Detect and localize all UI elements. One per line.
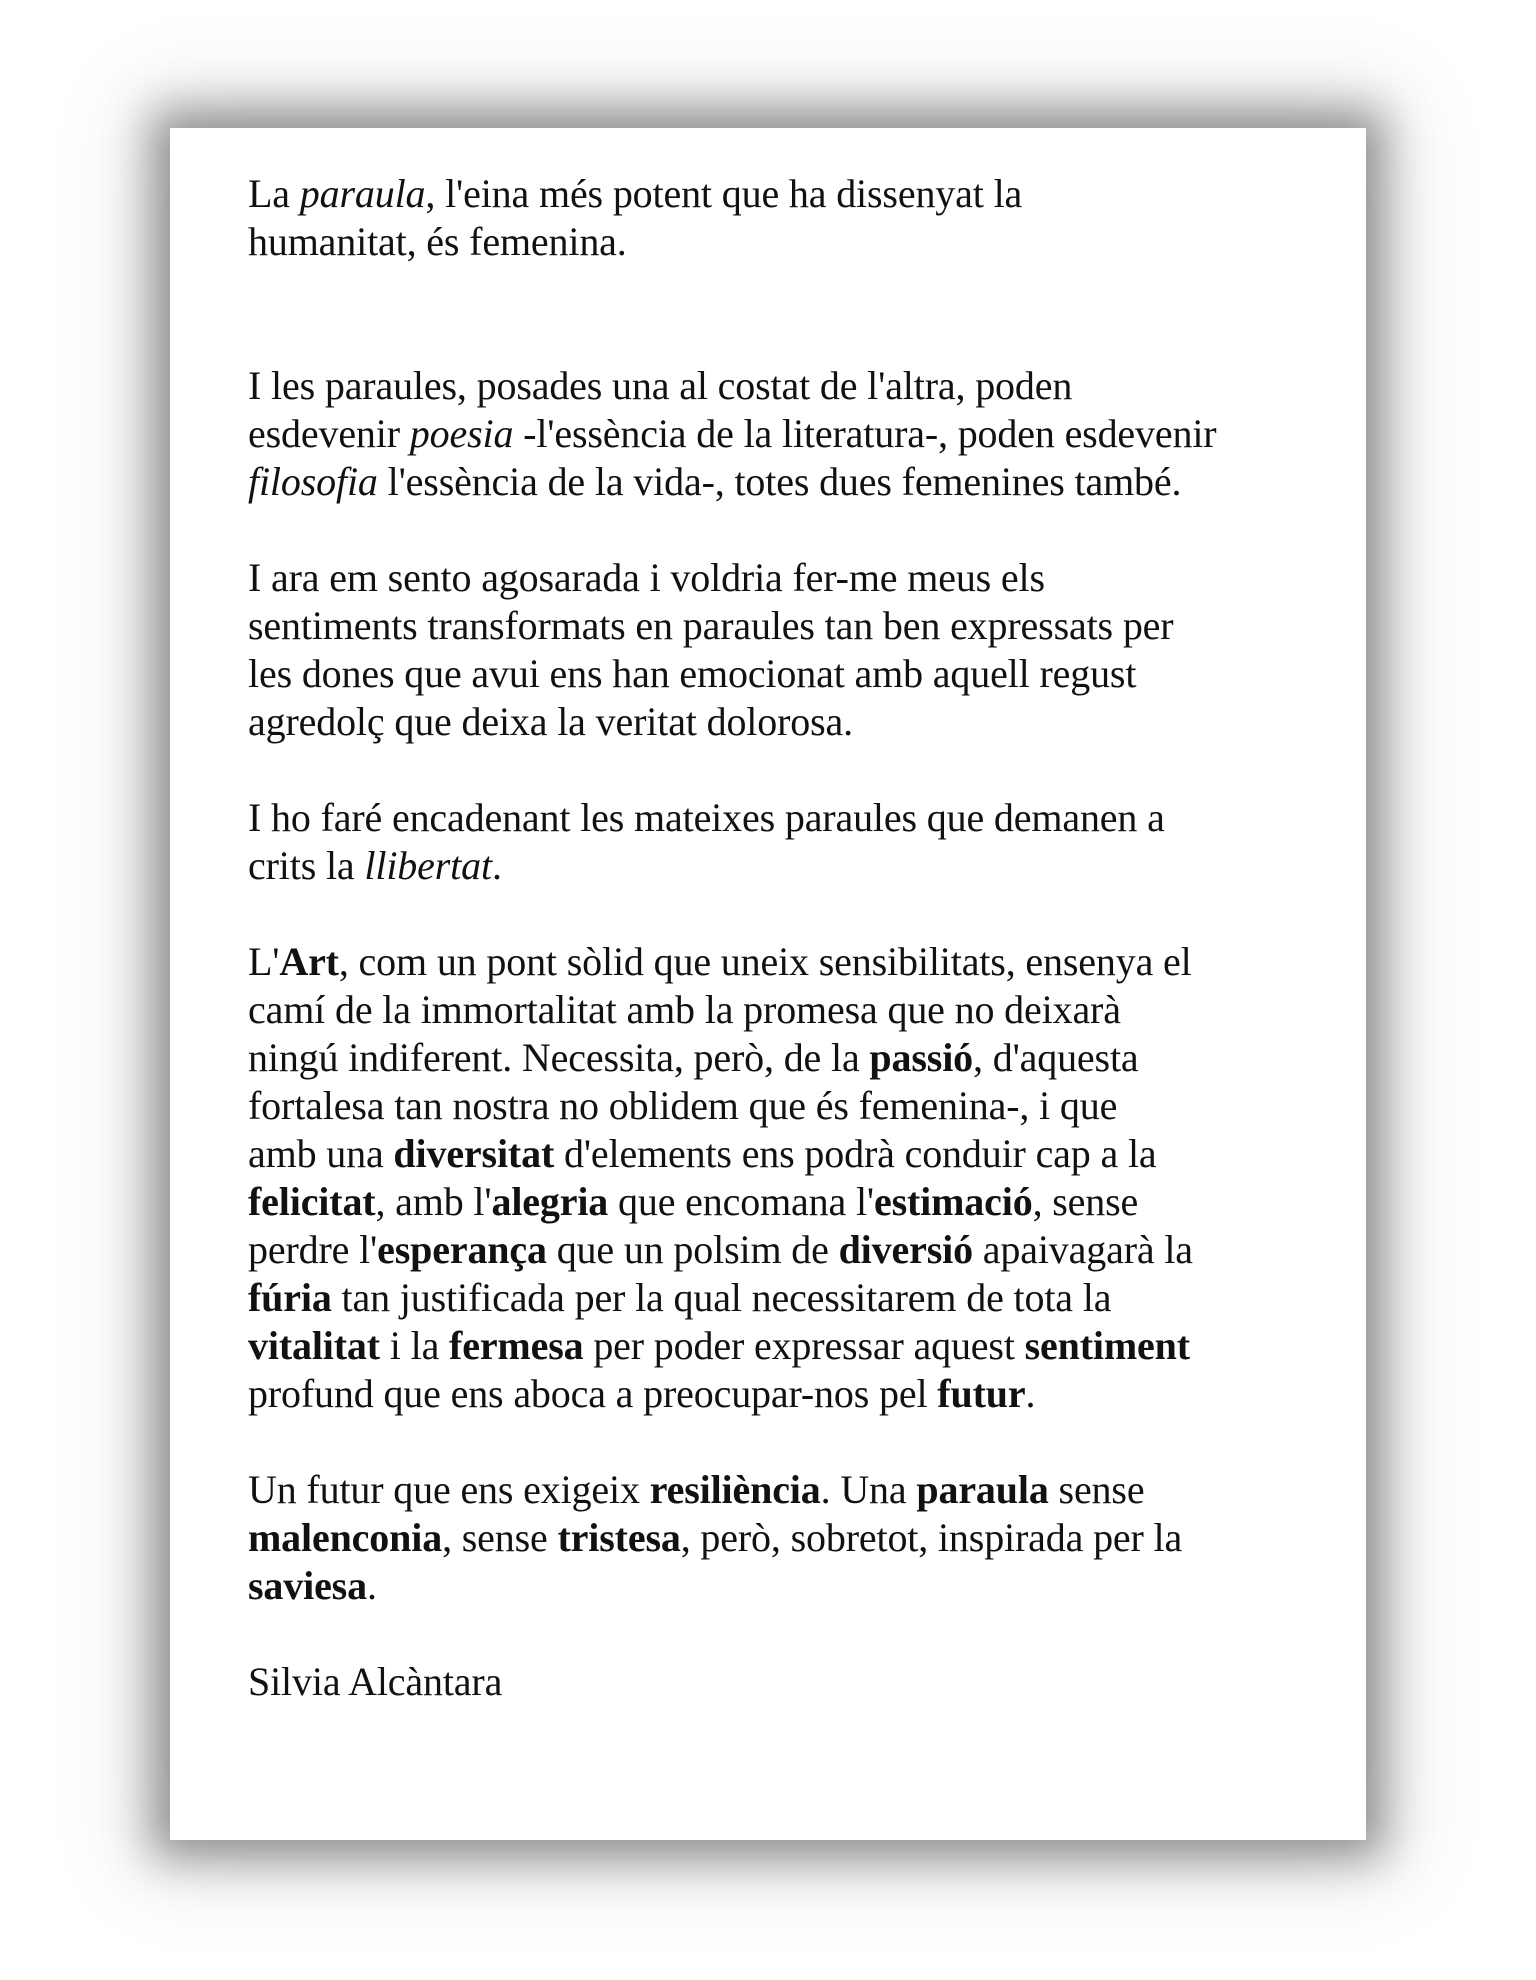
italic-term: paraula <box>299 171 426 216</box>
bold-term: passió <box>869 1035 974 1080</box>
text-run: apaivagarà la <box>972 1227 1193 1272</box>
text-run: camí de la immortalitat amb la promesa que no deixarà <box>248 987 1121 1032</box>
text-run: I ho faré encadenant les mateixes paraules que demanen a <box>248 795 1165 840</box>
text-run: tan justificada per la qual necessitarem de tota la <box>331 1275 1112 1320</box>
text-run: I les paraules, posades una al costat de l'altra, poden <box>248 363 1073 408</box>
paragraph-poesia-filosofia <box>248 362 1308 506</box>
text-run: Un futur que ens exigeix <box>248 1467 650 1512</box>
paragraph-sentiments <box>248 554 1308 746</box>
text-run: -l'essència de la literatura-, poden esdevenir <box>513 411 1217 456</box>
text-run: sentiments transformats en paraules tan ben expressats per <box>248 603 1174 648</box>
bold-term: vitalitat <box>248 1323 380 1368</box>
text-run: . <box>1025 1371 1036 1416</box>
document-page <box>170 128 1366 1840</box>
signature <box>248 1658 1308 1706</box>
text-run: , però, sobretot, inspirada per la <box>680 1515 1183 1560</box>
text-run: ningú indiferent. Necessita, però, de la <box>248 1035 870 1080</box>
bold-term: esperança <box>377 1227 547 1272</box>
bold-term: resiliència <box>649 1467 821 1512</box>
text-run: , amb l' <box>375 1179 492 1224</box>
paragraph-art <box>248 938 1308 1418</box>
text-run: crits la <box>248 843 365 888</box>
bold-term: malenconia <box>248 1515 443 1560</box>
italic-term: filosofia <box>248 459 378 504</box>
text-run: sense <box>1048 1467 1145 1512</box>
bold-term: futur <box>937 1371 1026 1416</box>
bold-term: sentiment <box>1024 1323 1190 1368</box>
text-run: l'essència de la vida-, totes dues femenines també. <box>377 459 1182 504</box>
text-run: L' <box>248 939 280 984</box>
text-run: , sense <box>1032 1179 1139 1224</box>
text-run: perdre l' <box>248 1227 378 1272</box>
bold-term: tristesa <box>557 1515 681 1560</box>
text-run: humanitat, és femenina. <box>248 219 627 264</box>
text-run: , com un pont sòlid que uneix sensibilitats, ensenya el <box>338 939 1192 984</box>
bold-term: paraula <box>916 1467 1049 1512</box>
bold-term: diversió <box>838 1227 973 1272</box>
text-run: agredolç que deixa la veritat dolorosa. <box>248 699 854 744</box>
paragraph-intro <box>248 170 1308 266</box>
bold-term: felicitat <box>248 1179 376 1224</box>
text-run: , l'eina més potent que ha dissenyat la <box>425 171 1023 216</box>
text-run: fortalesa tan nostra no oblidem que és femenina-, i que <box>248 1083 1118 1128</box>
text-run: . Una <box>820 1467 917 1512</box>
italic-term: llibertat <box>364 843 492 888</box>
text-run: amb una <box>248 1131 394 1176</box>
text-run: , sense <box>442 1515 558 1560</box>
text-run: per poder expressar aquest <box>583 1323 1025 1368</box>
text-run: I ara em sento agosarada i voldria fer-me meus els <box>248 555 1045 600</box>
text-run: . <box>491 843 502 888</box>
text-run: Silvia Alcàntara <box>248 1659 503 1704</box>
text-run: i la <box>379 1323 450 1368</box>
text-run: que un polsim de <box>546 1227 839 1272</box>
bold-term: diversitat <box>393 1131 555 1176</box>
bold-term: Art <box>279 939 339 984</box>
bold-term: saviesa <box>248 1563 367 1608</box>
paragraph-llibertat <box>248 794 1308 890</box>
italic-term: poesia <box>409 411 514 456</box>
text-run: que encomana l' <box>608 1179 874 1224</box>
text-run: profund que ens aboca a preocupar-nos pel <box>248 1371 938 1416</box>
paragraph-futur <box>248 1466 1308 1610</box>
text-run: les dones que avui ens han emocionat amb aquell regust <box>248 651 1137 696</box>
bold-term: fúria <box>248 1275 332 1320</box>
text-run: La <box>248 171 300 216</box>
text-run: esdevenir <box>248 411 410 456</box>
bold-term: alegria <box>491 1179 609 1224</box>
bold-term: estimació <box>873 1179 1033 1224</box>
bold-term: fermesa <box>449 1323 584 1368</box>
text-run: , d'aquesta <box>973 1035 1139 1080</box>
text-run: d'elements ens podrà conduir cap a la <box>554 1131 1157 1176</box>
text-run: . <box>366 1563 377 1608</box>
document-body <box>248 170 1308 1706</box>
